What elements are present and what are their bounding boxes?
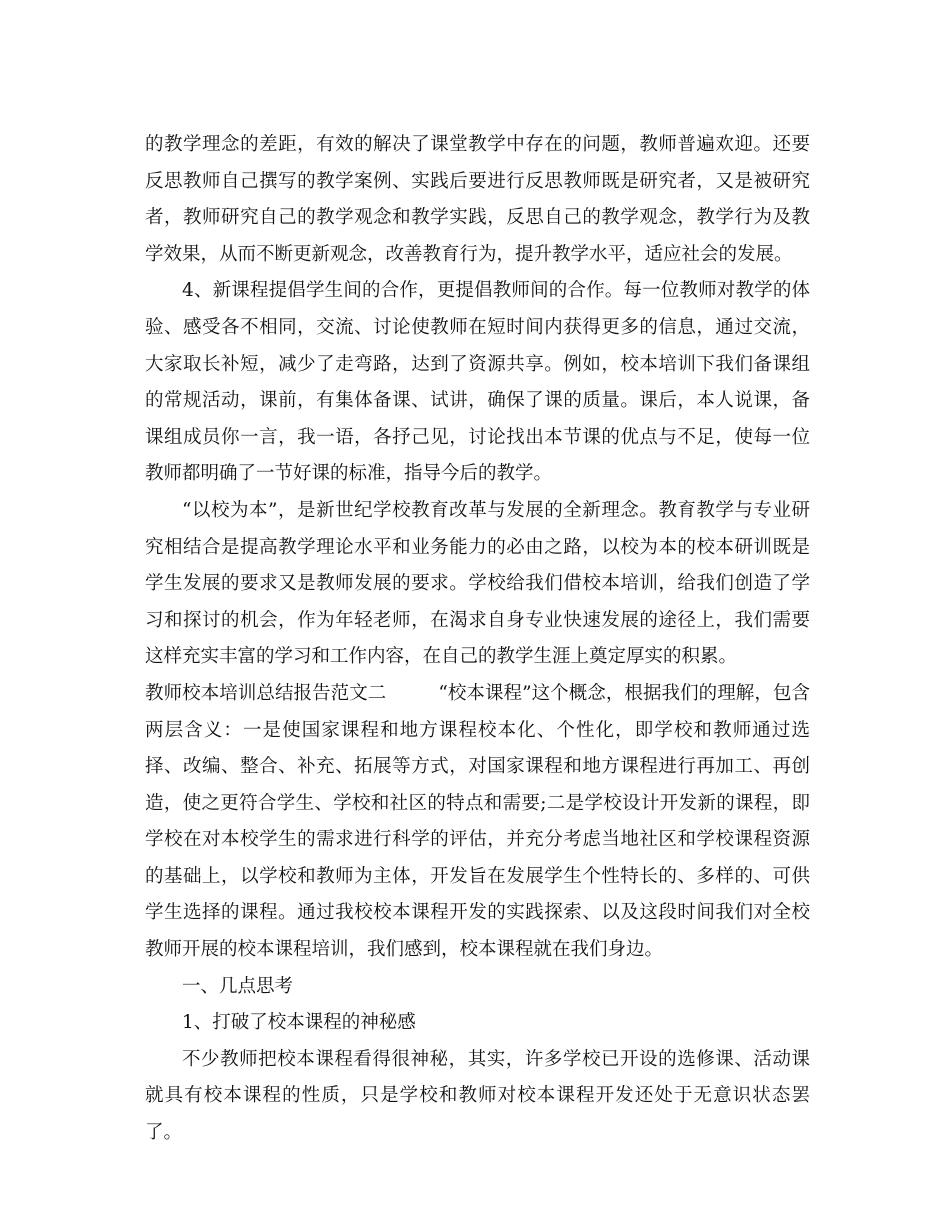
section-text: “校本课程”这个概念，根据我们的理解，包含两层含义：一是使国家课程和地方课程校本化、个性化，即学校和教师通过选择、改编、整合、补充、拓展等方式，对国家课程和地方课程进行再加工、再创造，使之更符合学生、学校和社区的特点和需要;二是学校设计开发新的课程，即学校在对本校学生的需求进行科学的评估，并充分考虑当地社区和学校课程资源的基础上，以学校和教师为主体，开发旨在发展学生个性特长的、多样的、可供学生选择的课程。通过我校校本课程开发的实践探索、以及这段时间我们对全校教师开展的校本课程培训，我们感到，校本课程就在我们身边。 — [145, 682, 810, 961]
section-heading: 教师校本培训总结报告范文二 — [145, 682, 387, 704]
subheading-mystery: 1、打破了校本课程的神秘感 — [182, 1012, 416, 1034]
paragraph-1: 的教学理念的差距，有效的解决了课堂教学中存在的问题，教师普遍欢迎。还要反思教师自己撰写的教学案例、实践后要进行反思教师既是研究者，又是被研究者，教师研究自己的教学观念和教学实践，反思自己的教学观念，教学行为及教学效果，从而不断更新观念，改善教育行为，提升教学水平，适应社会的发展。 — [145, 134, 810, 265]
section-paragraph — [145, 676, 810, 969]
paragraph-last: 不少教师把校本课程看得很神秘，其实，许多学校已开设的选修课、活动课就具有校本课程的性质，只是学校和教师对校本课程开发还处于无意识状态罢了。 — [145, 1048, 810, 1144]
paragraph-2: 4、新课程提倡学生间的合作，更提倡教师间的合作。每一位教师对教学的体验、感受各不相同，交流、讨论使教师在短时间内获得更多的信息，通过交流，大家取长补短，减少了走弯路，达到了资源共享。例如，校本培训下我们备课组的常规活动，课前，有集体备课、试讲，确保了课的质量。课后，本人说课，备课组成员你一言，我一语，各抒己见，讨论找出本节课的优点与不足，使每一位教师都明确了一节好课的标准，指导今后的教学。 — [145, 280, 810, 485]
document-body — [145, 127, 810, 1152]
paragraph-3: “以校为本”，是新世纪学校教育改革与发展的全新理念。教育教学与专业研究相结合是提高教学理论水平和业务能力的必由之路，以校为本的校本研训既是学生发展的要求又是教师发展的要求。学校给我们借校本培训，给我们创造了学习和探讨的机会，作为年轻老师，在渴求自身专业快速发展的途径上，我们需要这样充实丰富的学习和工作内容，在自己的教学生涯上奠定厚实的积累。 — [145, 499, 810, 668]
subheading-reflections: 一、几点思考 — [182, 975, 294, 997]
